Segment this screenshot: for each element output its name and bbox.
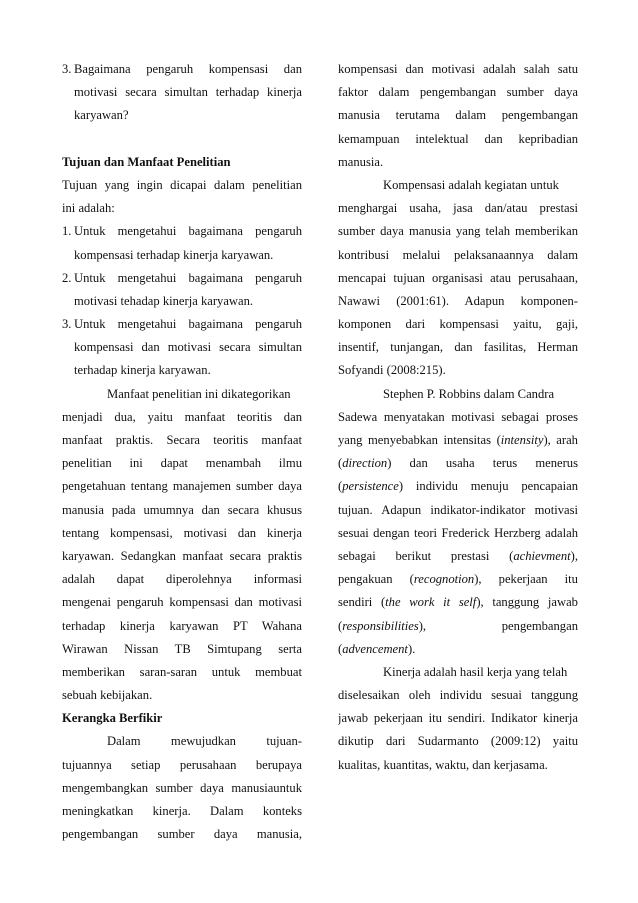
list-number: 3. [62, 62, 72, 76]
motivasi-paragraph [338, 383, 578, 661]
paragraph-line: Stephen P. Robbins dalam Candra [383, 386, 555, 401]
paragraph-line [338, 615, 578, 638]
kinerja-paragraph [338, 661, 578, 777]
paragraph-line: Manfaat penelitian ini dikategorikan [107, 386, 291, 401]
text-run: ), [570, 548, 578, 563]
paragraph-line: manusia pada umumnya dan secara khusus [62, 502, 302, 517]
paragraph-line: manusia. [338, 154, 384, 169]
paragraph-line: Nawawi (2001:61). Adapun komponen- [338, 293, 578, 308]
text-run: ( [338, 479, 343, 494]
paragraph-line: mencapai tujuan organisasi atau perusahaan, [338, 270, 578, 285]
paragraph-line: Wirawan Nissan TB Simtupang serta [62, 641, 302, 656]
italic-term: the work it self [385, 595, 477, 610]
blank-line [62, 128, 302, 151]
paragraph-line: penelitian ini dapat menambah ilmu [62, 456, 302, 471]
paragraph-line: ini adalah: [62, 201, 115, 216]
paragraph-line: kontribusi melalui pelaksanaannya dalam [338, 247, 578, 262]
tujuan-list-item [62, 313, 302, 383]
list-number: 2. [62, 270, 72, 285]
list-text-line: kompensasi terhadap kinerja karyawan. [74, 247, 274, 262]
text-run: ( [338, 641, 343, 656]
paragraph-line: adalah dapat diperolehnya informasi [62, 572, 302, 587]
paragraph-line: pengetahuan tentang manajemen sumber daya [62, 479, 302, 494]
paragraph-line: kualitas, kuantitas, waktu, dan kerjasama. [338, 757, 548, 772]
paragraph-line: Sofyandi (2008:215). [338, 363, 446, 378]
kompensasi-paragraph [338, 174, 578, 383]
section-heading-kerangka: Kerangka Berfikir [62, 711, 163, 726]
text-run: ). [407, 641, 416, 656]
text-run: sebagai berikut prestasi ( [338, 548, 514, 563]
paragraph-line: manusia terutama dalam pengembangan [338, 108, 578, 123]
paragraph-line [338, 475, 578, 498]
paragraph-line [338, 545, 578, 568]
text-run: ( [338, 618, 343, 633]
italic-term: persistence [342, 479, 399, 494]
list-text-line: kompensasi dan motivasi secara simultan [74, 340, 302, 355]
paragraph-line [338, 638, 578, 661]
list-text-line: motivasi tehadap kinerja karyawan. [74, 293, 254, 308]
list-text-line: terhadap kinerja karyawan. [74, 363, 211, 378]
paragraph-line: Kinerja adalah hasil kerja yang telah [383, 664, 568, 679]
list-text-line: karyawan? [74, 108, 129, 123]
list-text-line: Untuk mengetahui bagaimana pengaruh [74, 224, 302, 239]
paragraph-line: Kompensasi adalah kegiatan untuk [383, 177, 559, 192]
paragraph-line [338, 591, 578, 614]
text-run: ) individu menuju pencapaian [398, 479, 578, 494]
right-column [338, 58, 578, 777]
italic-term: achievment [513, 548, 571, 563]
tujuan-list-item [62, 220, 302, 266]
paragraph-line [338, 452, 578, 475]
continued-paragraph [338, 58, 578, 174]
paragraph-line: terhadap kinerja karyawan PT Wahana [62, 618, 302, 633]
text-run: ), arah [543, 433, 578, 447]
paragraph-line: kompensasi dan motivasi adalah salah satu [338, 62, 578, 76]
paragraph-line: sebuah kebijakan. [62, 688, 153, 703]
text-run: ( [338, 456, 343, 471]
list-text-line: motivasi secara simultan terhadap kinerja [74, 85, 302, 100]
paragraph-line: meningkatkan kinerja. Dalam konteks [62, 804, 302, 818]
tujuan-list-item [62, 267, 302, 313]
kerangka-paragraph [62, 730, 302, 846]
list-text-line: Untuk mengetahui bagaimana pengaruh [74, 317, 302, 332]
paragraph-line: Tujuan yang ingin dicapai dalam penelitian [62, 177, 302, 192]
paragraph-line: komponen dari kompensasi yaitu, gaji, [338, 317, 578, 332]
paragraph-line: pengembangan sumber daya manusia, [62, 827, 302, 842]
text-run: sendiri ( [338, 595, 386, 610]
italic-term: intensity [500, 433, 544, 447]
paragraph-line: diselesaikan oleh individu sesuai tanggung [338, 688, 578, 703]
list-number: 1. [62, 224, 72, 239]
list-number: 3. [62, 317, 72, 332]
paragraph-line: manfaat praktis. Secara teoritis manfaat [62, 433, 302, 447]
paragraph-line: tentang kompensasi, motivasi dan kinerja [62, 525, 302, 540]
paragraph-line: dikutip dari Sudarmanto (2009:12) yaitu [338, 734, 578, 749]
italic-term: direction [342, 456, 388, 471]
list-text-line: Untuk mengetahui bagaimana pengaruh [74, 270, 302, 285]
text-run: yang menyebabkan intensitas ( [338, 433, 501, 447]
paragraph-line: faktor dalam pengembangan sumber daya [338, 85, 578, 100]
section-heading-tujuan: Tujuan dan Manfaat Penelitian [62, 154, 231, 169]
italic-term: advencement [342, 641, 408, 656]
paragraph-line: insentif, tunjangan, dan fasilitas, Herman [338, 340, 578, 355]
paragraph-line: mengenai pengaruh kompensasi dan motivasi [62, 595, 302, 610]
left-column [62, 58, 302, 846]
paragraph-line [338, 568, 578, 591]
paragraph-line: karyawan. Sedangkan manfaat secara praktis [62, 548, 302, 563]
text-run: ) dan usaha terus menerus [387, 456, 578, 471]
paragraph-line [338, 429, 578, 452]
paragraph-line: tujuan. Adapun indikator-indikator motivasi [338, 502, 578, 517]
manfaat-paragraph [62, 383, 302, 708]
question-list-item [62, 58, 302, 128]
text-run: ), pekerjaan itu [474, 572, 578, 587]
paragraph-line: tujuannya setiap perusahaan berupaya [62, 757, 302, 772]
paragraph-line: menghargai usaha, jasa dan/atau prestasi [338, 201, 578, 216]
paragraph-line: mengembangkan sumber daya manusiauntuk [62, 780, 302, 795]
italic-term: recognotion [413, 572, 475, 587]
paragraph-line: Dalam mewujudkan tujuan- [107, 734, 302, 749]
paragraph-line: jawab pekerjaan itu sendiri. Indikator kinerja [338, 711, 578, 726]
paragraph-line: sumber daya manusia yang telah memberikan [338, 224, 578, 239]
paragraph-line: menjadi dua, yaitu manfaat teoritis dan [62, 409, 302, 424]
paragraph-line: sesuai dengan teori Frederick Herzberg adalah [338, 525, 578, 540]
paragraph-line: Sadewa menyatakan motivasi sebagai proses [338, 409, 578, 424]
paragraph-line: memberikan saran-saran untuk membuat [62, 664, 302, 679]
paragraph-line: kemampuan intelektual dan kepribadian [338, 131, 578, 146]
text-run: ), tanggung jawab [476, 595, 578, 610]
text-run: pengakuan ( [338, 572, 414, 587]
italic-term: responsibilities [342, 618, 419, 633]
text-run: ), pengembangan [418, 618, 578, 633]
list-text-line: Bagaimana pengaruh kompensasi dan [74, 62, 302, 76]
